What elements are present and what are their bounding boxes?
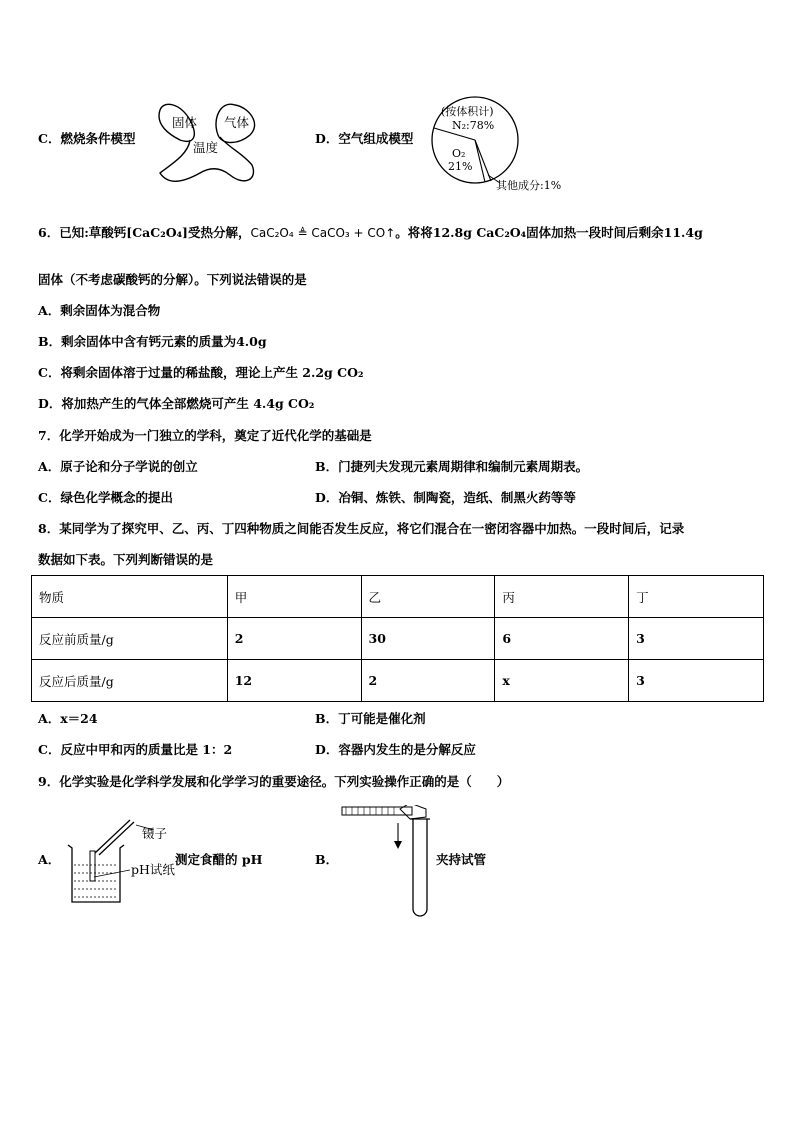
q9-stem: 9．化学实验是化学科学发展和化学学习的重要途径。下列实验操作正确的是（ ）: [38, 774, 510, 789]
q7-stem: 7．化学开始成为一门独立的学科，奠定了近代化学的基础是: [38, 428, 372, 443]
q6-option-b: B．剩余固体中含有钙元素的质量为4.0g: [38, 334, 267, 349]
q6-option-c: C．将剩余固体溶于过量的稀盐酸，理论上产生 2.2g CO₂: [38, 365, 364, 380]
q7-option-c: C．绿色化学概念的提出: [38, 490, 173, 505]
ph-paper-label: pH试纸: [131, 862, 175, 877]
table-header-row: [32, 576, 764, 618]
table-header-cell: 丙: [495, 576, 629, 618]
q9-option-b-letter: B．: [315, 852, 339, 867]
table-header-cell: 乙: [361, 576, 495, 618]
q6-stem-line-1: [38, 225, 703, 241]
q5-option-d: [315, 131, 413, 147]
combustion-label-solid: 固体: [172, 115, 198, 130]
table-row: [32, 660, 764, 702]
q5-option-c-letter: C．: [38, 131, 61, 146]
combustion-label-temperature: 温度: [193, 140, 219, 155]
table-cell: 2: [227, 618, 361, 660]
q9-option-a-text: 测定食醋的 pH: [175, 852, 263, 867]
q7-option-b: B．门捷列夫发现元素周期律和编制元素周期表。: [315, 459, 589, 474]
test-tube-holder-figure: [340, 805, 440, 917]
pie-n2-label: N₂:78%: [452, 119, 495, 132]
pie-other-label: 其他成分:1%: [496, 179, 562, 192]
pie-o2-label: O₂: [452, 147, 466, 160]
tweezers-label: 镊子: [142, 826, 168, 841]
q6-stem-c: 固体（不考虑碳酸钙的分解）。下列说法错误的是: [38, 272, 307, 287]
q5-option-d-text: 空气组成模型: [338, 131, 414, 146]
q6-option-a: A．剩余固体为混合物: [38, 303, 161, 318]
table-header-cell: 物质: [32, 576, 228, 618]
table-cell: x: [495, 660, 629, 702]
table-cell: 30: [361, 618, 495, 660]
q8-option-c: C．反应中甲和丙的质量比是 1：2: [38, 742, 233, 757]
q8-option-d: D．容器内发生的是分解反应: [315, 742, 476, 757]
table-cell: 3: [629, 618, 764, 660]
table-cell: 反应前质量/g: [32, 618, 228, 660]
table-cell: 3: [629, 660, 764, 702]
pie-title: (按体积计): [441, 105, 494, 118]
q7-option-a: A．原子论和分子学说的创立: [38, 459, 198, 474]
q8-data-table: [31, 575, 764, 702]
table-cell: 反应后质量/g: [32, 660, 228, 702]
q8-option-b: B．丁可能是催化剂: [315, 711, 426, 726]
q9-option-b-text: 夹持试管: [436, 852, 487, 867]
q9-option-a-letter: A．: [38, 852, 61, 867]
q6-equation: CaC₂O₄ ≜ CaCO₃ + CO↑: [250, 226, 396, 240]
q6-stem-a: 6．已知:草酸钙[CaC₂O₄]受热分解，: [38, 225, 251, 240]
table-cell: 6: [495, 618, 629, 660]
table-cell: 2: [361, 660, 495, 702]
table-header-cell: 丁: [629, 576, 764, 618]
q8-stem-a: 8．某同学为了探究甲、乙、丙、丁四种物质之间能否发生反应，将它们混合在一密闭容器中加热。一段时间后，记录: [38, 521, 685, 536]
table-row: [32, 618, 764, 660]
q5-option-c: [38, 131, 135, 147]
combustion-label-gas: 气体: [224, 115, 250, 130]
q6-stem-b: 。将将12.8g CaC₂O₄固体加热一段时间后剩余11.4g: [395, 225, 703, 240]
q8-stem-b: 数据如下表。下列判断错误的是: [38, 552, 214, 567]
q5-option-c-text: 燃烧条件模型: [60, 131, 136, 146]
table-cell: 12: [227, 660, 361, 702]
q7-option-d: D．冶铜、炼铁、制陶瓷，造纸、制黑火药等等: [315, 490, 576, 505]
q8-option-a: A．x＝24: [38, 711, 98, 726]
table-header-cell: 甲: [227, 576, 361, 618]
q6-option-d: D．将加热产生的气体全部燃烧可产生 4.4g CO₂: [38, 396, 315, 411]
q5-option-d-letter: D．: [315, 131, 339, 146]
pie-o2-percent: 21%: [448, 160, 473, 173]
